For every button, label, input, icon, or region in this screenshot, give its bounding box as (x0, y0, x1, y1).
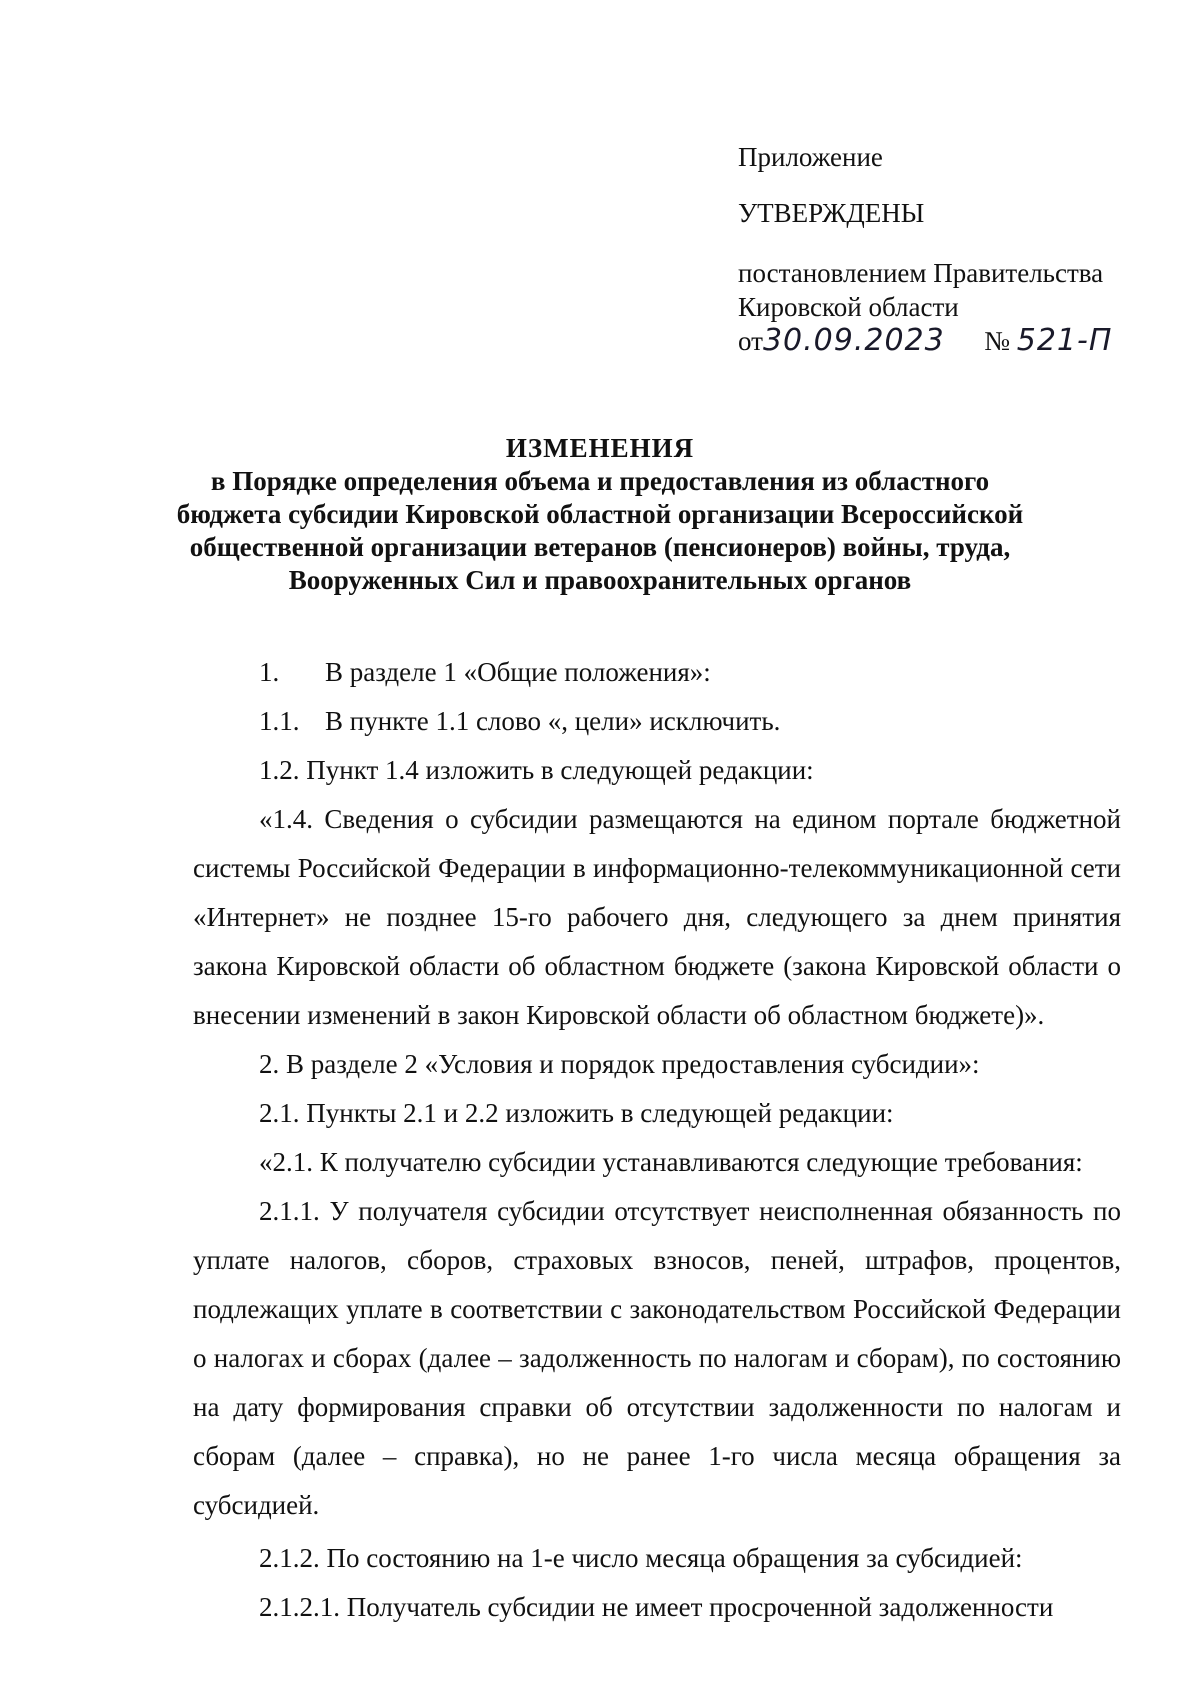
paragraph-1-number: 1. (259, 657, 280, 687)
paragraph-1 (193, 648, 1121, 697)
paragraph-2: 2. В разделе 2 «Условия и порядок предоставления субсидии»: (259, 1049, 980, 1079)
paragraph-2-1-2: 2.1.2. По состоянию на 1-е число месяца обращения за субсидией: (259, 1543, 1023, 1573)
document-body (193, 648, 1121, 1632)
title-line-4: Вооруженных Сил и правоохранительных органов (288, 565, 912, 595)
paragraph-1-1-text: В пункте 1.1 слово «, цели» исключить. (325, 706, 781, 736)
title-line-3: общественной организации ветеранов (пенсионеров) войны, труда, (189, 532, 1011, 562)
number-prefix: № (984, 326, 1010, 356)
paragraph-1-text: В разделе 1 «Общие положения»: (325, 657, 711, 687)
approved-by-line-2: Кировской области (738, 292, 959, 322)
approval-block (738, 140, 1158, 358)
handwritten-date: 30.09.2023 (762, 323, 945, 358)
paragraph-2-1-quote: «2.1. К получателю субсидии устанавливаются следующие требования: (259, 1147, 1083, 1177)
date-prefix: от (738, 326, 763, 356)
resolution-date-number (738, 324, 1158, 358)
paragraph-2-1-1: 2.1.1. У получателя субсидии отсутствует неисполненная обязанность по уплате налогов, сборов, страховых взносов, пеней, штрафов, процентов, подлежащих уплате в соответствии с законодательством Российской Федерации о налогах и сборах (далее – задолженность по налогам и сборам), по состоянию на дату формирования справки об отсутствии задолженности по налогам и сборам (далее – справка), но не ранее 1-го числа месяца обращения за субсидией. (193, 1196, 1121, 1520)
approved-by-line-1: постановлением Правительства (738, 258, 1104, 288)
paragraph-2-1-2-1: 2.1.2.1. Получатель субсидии не имеет просроченной задолженности (259, 1592, 1054, 1622)
title-line-1: в Порядке определения объема и предоставления из областного (210, 466, 990, 496)
paragraph-1-4-quote: «1.4. Сведения о субсидии размещаются на едином портале бюджетной системы Российской Федерации в информационно-телекоммуникационной сети «Интернет» не позднее 15-го рабочего дня, следующего за днем принятия закона Кировской области об областном бюджете (закона Кировской области о внесении изменений в закон Кировской области об областном бюджете)». (193, 804, 1121, 1030)
paragraph-1-1 (193, 697, 1121, 746)
paragraph-1-2: 1.2. Пункт 1.4 изложить в следующей редакции: (259, 755, 814, 785)
title-heading: ИЗМЕНЕНИЯ (505, 433, 695, 463)
approved-label: УТВЕРЖДЕНЫ (738, 198, 925, 228)
handwritten-number: 521-П (1016, 323, 1113, 358)
document-title (150, 432, 1050, 597)
title-line-2: бюджета субсидии Кировской областной организации Всероссийской (176, 499, 1024, 529)
paragraph-1-1-number: 1.1. (259, 706, 300, 736)
appendix-label: Приложение (738, 142, 883, 172)
paragraph-2-1: 2.1. Пункты 2.1 и 2.2 изложить в следующей редакции: (259, 1098, 894, 1128)
